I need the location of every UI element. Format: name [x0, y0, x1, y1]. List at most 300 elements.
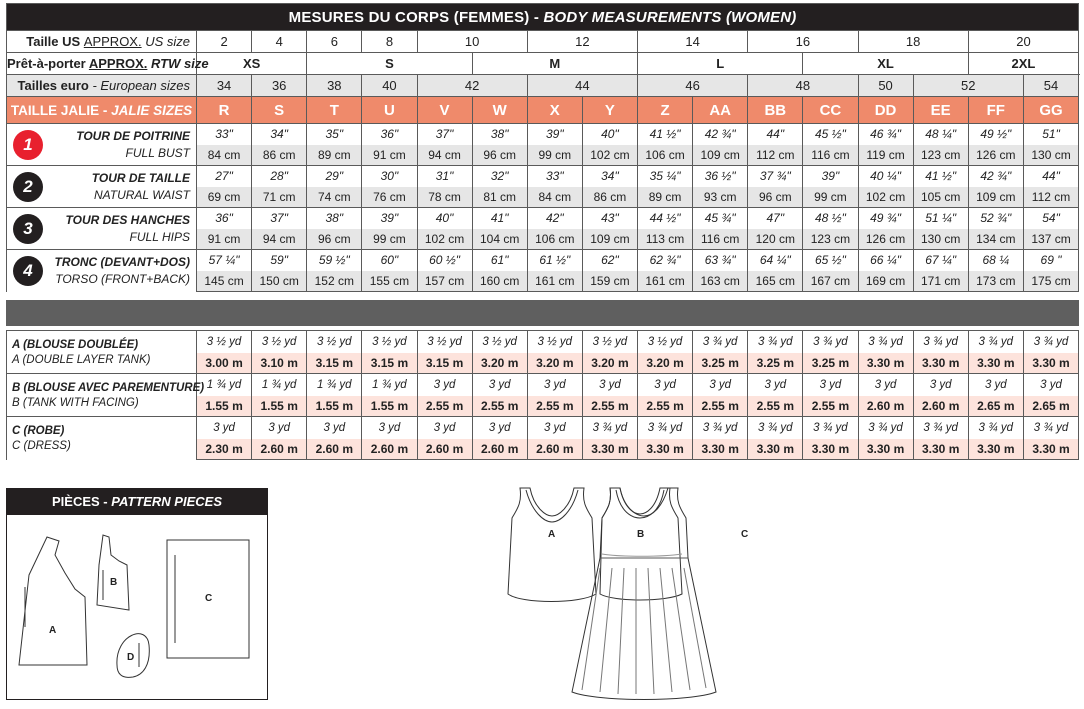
- meterage-cell: 3.30 m: [582, 439, 637, 460]
- imperial-value-cell: 61 ½": [527, 250, 582, 271]
- meterage-cell: 3.00 m: [197, 353, 252, 374]
- metric-value-cell: 99 cm: [362, 229, 417, 250]
- jalie-size-cell: U: [362, 97, 417, 124]
- jalie-size-cell: Z: [638, 97, 693, 124]
- imperial-value-cell: 59 ½": [307, 250, 362, 271]
- meterage-cell: 2.55 m: [417, 396, 472, 417]
- piece-label-c: C: [205, 593, 213, 604]
- metric-value-cell: 161 cm: [527, 271, 582, 292]
- meterage-cell: 3.10 m: [252, 353, 307, 374]
- fabric-view-label: C (ROBE) C (DRESS): [7, 417, 197, 460]
- metric-value-cell: 130 cm: [1023, 145, 1078, 166]
- us-size-cell: 16: [748, 31, 858, 53]
- yardage-cell: 3 ¾ yd: [803, 417, 858, 439]
- imperial-value-cell: 34": [582, 166, 637, 187]
- meterage-cell: 1.55 m: [362, 396, 417, 417]
- meterage-cell: 2.55 m: [748, 396, 803, 417]
- meterage-cell: 3.30 m: [968, 353, 1023, 374]
- metric-value-cell: 165 cm: [748, 271, 803, 292]
- metric-value-cell: 86 cm: [252, 145, 307, 166]
- imperial-value-cell: 35 ¼": [638, 166, 693, 187]
- jalie-size-cell: CC: [803, 97, 858, 124]
- pattern-pieces-panel: [6, 488, 268, 700]
- metric-value-cell: 171 cm: [913, 271, 968, 292]
- metric-value-cell: 160 cm: [472, 271, 527, 292]
- metric-value-cell: 123 cm: [803, 229, 858, 250]
- imperial-value-cell: 27": [197, 166, 252, 187]
- metric-value-cell: 159 cm: [582, 271, 637, 292]
- eu-size-cell: 40: [362, 75, 417, 97]
- garment-b-outline: [600, 488, 682, 600]
- yardage-cell: 1 ¾ yd: [307, 374, 362, 396]
- yardage-cell: 1 ¾ yd: [197, 374, 252, 396]
- metric-value-cell: 102 cm: [582, 145, 637, 166]
- yardage-cell: 3 yd: [417, 374, 472, 396]
- meterage-cell: 2.55 m: [638, 396, 693, 417]
- metric-value-cell: 91 cm: [197, 229, 252, 250]
- yardage-cell: 3 yd: [472, 417, 527, 439]
- jalie-size-cell: EE: [913, 97, 968, 124]
- imperial-value-cell: 40 ¼": [858, 166, 913, 187]
- us-size-cell: 8: [362, 31, 417, 53]
- meterage-cell: 3.25 m: [803, 353, 858, 374]
- rtw-size-cell: S: [307, 53, 472, 75]
- meterage-cell: 2.55 m: [527, 396, 582, 417]
- metric-value-cell: 99 cm: [527, 145, 582, 166]
- jalie-size-cell: S: [252, 97, 307, 124]
- meterage-cell: 2.60 m: [858, 396, 913, 417]
- imperial-value-cell: 29": [307, 166, 362, 187]
- yardage-cell: 3 yd: [968, 374, 1023, 396]
- meterage-cell: 3.30 m: [1023, 439, 1078, 460]
- yardage-cell: 3 yd: [362, 417, 417, 439]
- measurement-number-badge: 1: [13, 130, 43, 160]
- metric-value-cell: 102 cm: [417, 229, 472, 250]
- imperial-value-cell: 45 ¾": [693, 208, 748, 229]
- us-size-cell: 2: [197, 31, 252, 53]
- yardage-cell: 3 ½ yd: [362, 331, 417, 353]
- meterage-cell: 3.30 m: [968, 439, 1023, 460]
- meterage-cell: 2.55 m: [472, 396, 527, 417]
- garment-c-outline: [572, 488, 716, 700]
- imperial-value-cell: 30": [362, 166, 417, 187]
- meterage-cell: 3.30 m: [693, 439, 748, 460]
- metric-value-cell: 93 cm: [693, 187, 748, 208]
- meterage-cell: 3.15 m: [307, 353, 362, 374]
- garment-label-c: C: [741, 529, 749, 540]
- yardage-cell: 1 ¾ yd: [362, 374, 417, 396]
- jalie-size-cell: R: [197, 97, 252, 124]
- meterage-cell: 2.60 m: [362, 439, 417, 460]
- imperial-value-cell: 39": [362, 208, 417, 229]
- fabric-view-label: B (BLOUSE AVEC PAREMENTURE) B (TANK WITH FACING): [7, 374, 197, 417]
- imperial-value-cell: 40": [417, 208, 472, 229]
- metric-value-cell: 89 cm: [638, 187, 693, 208]
- metric-value-cell: 161 cm: [638, 271, 693, 292]
- metric-value-cell: 113 cm: [638, 229, 693, 250]
- yardage-cell: 3 yd: [417, 417, 472, 439]
- metric-value-cell: 109 cm: [693, 145, 748, 166]
- imperial-value-cell: 51": [1023, 124, 1078, 145]
- imperial-value-cell: 36": [362, 124, 417, 145]
- rtw-size-cell: XL: [803, 53, 968, 75]
- metric-value-cell: 134 cm: [968, 229, 1023, 250]
- imperial-value-cell: 40": [582, 124, 637, 145]
- meterage-cell: 3.30 m: [858, 353, 913, 374]
- garment-label-a: A: [548, 529, 556, 540]
- meterage-cell: 3.25 m: [748, 353, 803, 374]
- imperial-value-cell: 32": [472, 166, 527, 187]
- pattern-piece-a: [19, 537, 87, 665]
- meterage-cell: 3.20 m: [582, 353, 637, 374]
- jalie-size-cell: BB: [748, 97, 803, 124]
- imperial-value-cell: 42": [527, 208, 582, 229]
- metric-value-cell: 91 cm: [362, 145, 417, 166]
- us-size-cell: 10: [417, 31, 527, 53]
- yardage-cell: 3 ¾ yd: [968, 331, 1023, 353]
- metric-value-cell: 102 cm: [858, 187, 913, 208]
- imperial-value-cell: 44": [748, 124, 803, 145]
- us-size-cell: 18: [858, 31, 968, 53]
- metric-value-cell: 116 cm: [803, 145, 858, 166]
- meterage-cell: 2.55 m: [693, 396, 748, 417]
- yardage-cell: 3 yd: [582, 374, 637, 396]
- imperial-value-cell: 49 ¾": [858, 208, 913, 229]
- piece-label-d: D: [127, 652, 135, 663]
- meterage-cell: 2.65 m: [1023, 396, 1078, 417]
- imperial-value-cell: 36": [197, 208, 252, 229]
- eu-size-label: Tailles euro - European sizes: [7, 75, 197, 97]
- metric-value-cell: 157 cm: [417, 271, 472, 292]
- eu-size-cell: 44: [527, 75, 637, 97]
- imperial-value-cell: 38": [472, 124, 527, 145]
- yardage-cell: 3 ½ yd: [638, 331, 693, 353]
- meterage-cell: 3.20 m: [527, 353, 582, 374]
- rtw-size-label: Prêt-à-porter APPROX. RTW size: [7, 53, 197, 75]
- imperial-value-cell: 60 ½": [417, 250, 472, 271]
- chart-title: MESURES DU CORPS (FEMMES) - BODY MEASUREMENTS (WOMEN): [7, 4, 1079, 31]
- imperial-value-cell: 46 ¾": [858, 124, 913, 145]
- yardage-cell: 3 ¾ yd: [693, 417, 748, 439]
- imperial-value-cell: 43": [582, 208, 637, 229]
- metric-value-cell: 106 cm: [638, 145, 693, 166]
- yardage-cell: 3 ¾ yd: [638, 417, 693, 439]
- yardage-cell: 3 ¾ yd: [582, 417, 637, 439]
- metric-value-cell: 130 cm: [913, 229, 968, 250]
- yardage-cell: 3 ¾ yd: [748, 331, 803, 353]
- metric-value-cell: 89 cm: [307, 145, 362, 166]
- metric-value-cell: 99 cm: [803, 187, 858, 208]
- yardage-cell: 3 yd: [913, 374, 968, 396]
- metric-value-cell: 84 cm: [527, 187, 582, 208]
- yardage-cell: 3 ¾ yd: [913, 331, 968, 353]
- pattern-piece-b: [97, 535, 129, 610]
- meterage-cell: 3.30 m: [858, 439, 913, 460]
- jalie-size-label: TAILLE JALIE - JALIE SIZES: [7, 97, 197, 124]
- us-size-cell: 6: [307, 31, 362, 53]
- meterage-cell: 2.60 m: [252, 439, 307, 460]
- metric-value-cell: 120 cm: [748, 229, 803, 250]
- us-size-cell: 4: [252, 31, 307, 53]
- metric-value-cell: 74 cm: [307, 187, 362, 208]
- meterage-cell: 2.30 m: [197, 439, 252, 460]
- imperial-value-cell: 63 ¾": [693, 250, 748, 271]
- metric-value-cell: 126 cm: [968, 145, 1023, 166]
- imperial-value-cell: 60": [362, 250, 417, 271]
- imperial-value-cell: 36 ½": [693, 166, 748, 187]
- metric-value-cell: 155 cm: [362, 271, 417, 292]
- yardage-cell: 3 ½ yd: [252, 331, 307, 353]
- piece-label-a: A: [49, 625, 57, 636]
- yardage-cell: 3 yd: [307, 417, 362, 439]
- imperial-value-cell: 45 ½": [803, 124, 858, 145]
- imperial-value-cell: 69 ": [1023, 250, 1078, 271]
- meterage-cell: 1.55 m: [307, 396, 362, 417]
- yardage-cell: 3 ¾ yd: [1023, 417, 1078, 439]
- yardage-cell: 3 yd: [748, 374, 803, 396]
- yardage-cell: 3 ½ yd: [417, 331, 472, 353]
- jalie-size-cell: GG: [1023, 97, 1078, 124]
- yardage-cell: 3 ¾ yd: [1023, 331, 1078, 353]
- garment-label-b: B: [637, 529, 645, 540]
- imperial-value-cell: 65 ½": [803, 250, 858, 271]
- meterage-cell: 3.30 m: [913, 439, 968, 460]
- rtw-size-cell: L: [638, 53, 803, 75]
- metric-value-cell: 96 cm: [748, 187, 803, 208]
- eu-size-cell: 48: [748, 75, 858, 97]
- metric-value-cell: 126 cm: [858, 229, 913, 250]
- measurement-number-badge: 4: [13, 256, 43, 286]
- imperial-value-cell: 68 ¼: [968, 250, 1023, 271]
- imperial-value-cell: 37": [417, 124, 472, 145]
- metric-value-cell: 81 cm: [472, 187, 527, 208]
- metric-value-cell: 150 cm: [252, 271, 307, 292]
- meterage-cell: 3.30 m: [913, 353, 968, 374]
- yardage-cell: 3 ¾ yd: [968, 417, 1023, 439]
- yardage-cell: 3 yd: [803, 374, 858, 396]
- imperial-value-cell: 41 ½": [638, 124, 693, 145]
- meterage-cell: 3.25 m: [693, 353, 748, 374]
- metric-value-cell: 84 cm: [197, 145, 252, 166]
- eu-size-cell: 50: [858, 75, 913, 97]
- metric-value-cell: 112 cm: [748, 145, 803, 166]
- imperial-value-cell: 41 ½": [913, 166, 968, 187]
- imperial-value-cell: 54": [1023, 208, 1078, 229]
- garment-a-outline: [508, 488, 596, 602]
- meterage-cell: 3.30 m: [638, 439, 693, 460]
- meterage-cell: 2.55 m: [803, 396, 858, 417]
- metric-value-cell: 152 cm: [307, 271, 362, 292]
- yardage-cell: 3 ¾ yd: [858, 417, 913, 439]
- meterage-cell: 3.20 m: [472, 353, 527, 374]
- metric-value-cell: 163 cm: [693, 271, 748, 292]
- meterage-cell: 3.15 m: [362, 353, 417, 374]
- yardage-cell: 3 yd: [527, 374, 582, 396]
- yardage-cell: 3 yd: [197, 417, 252, 439]
- eu-size-cell: 54: [1023, 75, 1078, 97]
- imperial-value-cell: 51 ¼": [913, 208, 968, 229]
- measurement-number-badge: 3: [13, 214, 43, 244]
- garment-illustrations: [500, 482, 749, 704]
- meterage-cell: 2.60 m: [527, 439, 582, 460]
- metric-value-cell: 94 cm: [252, 229, 307, 250]
- yardage-cell: 3 ½ yd: [307, 331, 362, 353]
- measurement-label: 2 TOUR DE TAILLE NATURAL WAIST: [7, 166, 197, 208]
- meterage-cell: 2.60 m: [472, 439, 527, 460]
- meterage-cell: 3.30 m: [803, 439, 858, 460]
- pattern-pieces-diagram: [7, 515, 266, 699]
- jalie-size-cell: AA: [693, 97, 748, 124]
- metric-value-cell: 137 cm: [1023, 229, 1078, 250]
- jalie-size-cell: T: [307, 97, 362, 124]
- imperial-value-cell: 42 ¾": [968, 166, 1023, 187]
- jalie-size-cell: DD: [858, 97, 913, 124]
- imperial-value-cell: 66 ¼": [858, 250, 913, 271]
- yardage-cell: 3 yd: [693, 374, 748, 396]
- measurement-label: 4 TRONC (DEVANT+DOS) TORSO (FRONT+BACK): [7, 250, 197, 292]
- jalie-size-cell: X: [527, 97, 582, 124]
- measurement-number-badge: 2: [13, 172, 43, 202]
- meterage-cell: 1.55 m: [197, 396, 252, 417]
- jalie-size-cell: W: [472, 97, 527, 124]
- imperial-value-cell: 34": [252, 124, 307, 145]
- yardage-cell: 3 yd: [252, 417, 307, 439]
- rtw-size-cell: 2XL: [968, 53, 1078, 75]
- yardage-cell: 1 ¾ yd: [252, 374, 307, 396]
- eu-size-cell: 36: [252, 75, 307, 97]
- yardage-cell: 3 ½ yd: [197, 331, 252, 353]
- yardage-cell: 3 yd: [472, 374, 527, 396]
- imperial-value-cell: 31": [417, 166, 472, 187]
- imperial-value-cell: 39": [803, 166, 858, 187]
- yardage-cell: 3 ¾ yd: [913, 417, 968, 439]
- metric-value-cell: 94 cm: [417, 145, 472, 166]
- metric-value-cell: 123 cm: [913, 145, 968, 166]
- imperial-value-cell: 41": [472, 208, 527, 229]
- measurement-label: 3 TOUR DES HANCHES FULL HIPS: [7, 208, 197, 250]
- meterage-cell: 2.60 m: [307, 439, 362, 460]
- yardage-cell: 3 ½ yd: [527, 331, 582, 353]
- metric-value-cell: 116 cm: [693, 229, 748, 250]
- yardage-cell: 3 yd: [1023, 374, 1078, 396]
- metric-value-cell: 106 cm: [527, 229, 582, 250]
- imperial-value-cell: 57 ¼": [197, 250, 252, 271]
- metric-value-cell: 109 cm: [968, 187, 1023, 208]
- pattern-pieces-title: PIÈCES - PATTERN PIECES: [7, 489, 267, 515]
- imperial-value-cell: 48 ¼": [913, 124, 968, 145]
- meterage-cell: 2.60 m: [417, 439, 472, 460]
- us-size-cell: 12: [527, 31, 637, 53]
- imperial-value-cell: 61": [472, 250, 527, 271]
- imperial-value-cell: 47": [748, 208, 803, 229]
- metric-value-cell: 112 cm: [1023, 187, 1078, 208]
- yardage-cell: 3 ½ yd: [472, 331, 527, 353]
- meterage-cell: 3.30 m: [748, 439, 803, 460]
- yardage-cell: 3 ¾ yd: [858, 331, 913, 353]
- meterage-cell: 3.20 m: [638, 353, 693, 374]
- meterage-cell: 1.55 m: [252, 396, 307, 417]
- meterage-cell: 2.65 m: [968, 396, 1023, 417]
- metric-value-cell: 175 cm: [1023, 271, 1078, 292]
- piece-label-b: B: [110, 577, 118, 588]
- metric-value-cell: 169 cm: [858, 271, 913, 292]
- metric-value-cell: 78 cm: [417, 187, 472, 208]
- jalie-size-cell: Y: [582, 97, 637, 124]
- yardage-cell: 3 ¾ yd: [693, 331, 748, 353]
- us-size-label: Taille US APPROX. US size: [7, 31, 197, 53]
- metric-value-cell: 104 cm: [472, 229, 527, 250]
- measurement-label: 1 TOUR DE POITRINE FULL BUST: [7, 124, 197, 166]
- imperial-value-cell: 59": [252, 250, 307, 271]
- imperial-value-cell: 44 ½": [638, 208, 693, 229]
- rtw-size-cell: M: [472, 53, 637, 75]
- imperial-value-cell: 52 ¾": [968, 208, 1023, 229]
- imperial-value-cell: 28": [252, 166, 307, 187]
- imperial-value-cell: 49 ½": [968, 124, 1023, 145]
- meterage-cell: 2.60 m: [913, 396, 968, 417]
- eu-size-cell: 52: [913, 75, 1023, 97]
- metric-value-cell: 105 cm: [913, 187, 968, 208]
- imperial-value-cell: 42 ¾": [693, 124, 748, 145]
- imperial-value-cell: 39": [527, 124, 582, 145]
- imperial-value-cell: 33": [527, 166, 582, 187]
- eu-size-cell: 42: [417, 75, 527, 97]
- meterage-cell: 3.30 m: [1023, 353, 1078, 374]
- imperial-value-cell: 64 ¼": [748, 250, 803, 271]
- eu-size-cell: 38: [307, 75, 362, 97]
- metric-value-cell: 145 cm: [197, 271, 252, 292]
- yardage-cell: 3 ½ yd: [582, 331, 637, 353]
- jalie-size-cell: FF: [968, 97, 1023, 124]
- meterage-cell: 2.55 m: [582, 396, 637, 417]
- metric-value-cell: 86 cm: [582, 187, 637, 208]
- yardage-cell: 3 ¾ yd: [748, 417, 803, 439]
- us-size-cell: 20: [968, 31, 1078, 53]
- size-chart-table: [6, 3, 1079, 460]
- metric-value-cell: 167 cm: [803, 271, 858, 292]
- imperial-value-cell: 37": [252, 208, 307, 229]
- imperial-value-cell: 37 ¾": [748, 166, 803, 187]
- metric-value-cell: 96 cm: [472, 145, 527, 166]
- metric-value-cell: 119 cm: [858, 145, 913, 166]
- imperial-value-cell: 38": [307, 208, 362, 229]
- metric-value-cell: 96 cm: [307, 229, 362, 250]
- jalie-size-cell: V: [417, 97, 472, 124]
- meterage-cell: 3.15 m: [417, 353, 472, 374]
- imperial-value-cell: 48 ½": [803, 208, 858, 229]
- yardage-cell: 3 yd: [527, 417, 582, 439]
- imperial-value-cell: 67 ¼": [913, 250, 968, 271]
- rtw-size-cell: XS: [197, 53, 307, 75]
- imperial-value-cell: 33": [197, 124, 252, 145]
- fabric-section-band: [7, 301, 1079, 326]
- metric-value-cell: 109 cm: [582, 229, 637, 250]
- eu-size-cell: 46: [638, 75, 748, 97]
- imperial-value-cell: 62 ¾": [638, 250, 693, 271]
- yardage-cell: 3 yd: [638, 374, 693, 396]
- us-size-cell: 14: [638, 31, 748, 53]
- imperial-value-cell: 44": [1023, 166, 1078, 187]
- eu-size-cell: 34: [197, 75, 252, 97]
- imperial-value-cell: 35": [307, 124, 362, 145]
- spacer: [7, 292, 1079, 301]
- metric-value-cell: 71 cm: [252, 187, 307, 208]
- metric-value-cell: 69 cm: [197, 187, 252, 208]
- metric-value-cell: 173 cm: [968, 271, 1023, 292]
- imperial-value-cell: 62": [582, 250, 637, 271]
- yardage-cell: 3 ¾ yd: [803, 331, 858, 353]
- fabric-view-label: A (BLOUSE DOUBLÉE) A (DOUBLE LAYER TANK): [7, 331, 197, 374]
